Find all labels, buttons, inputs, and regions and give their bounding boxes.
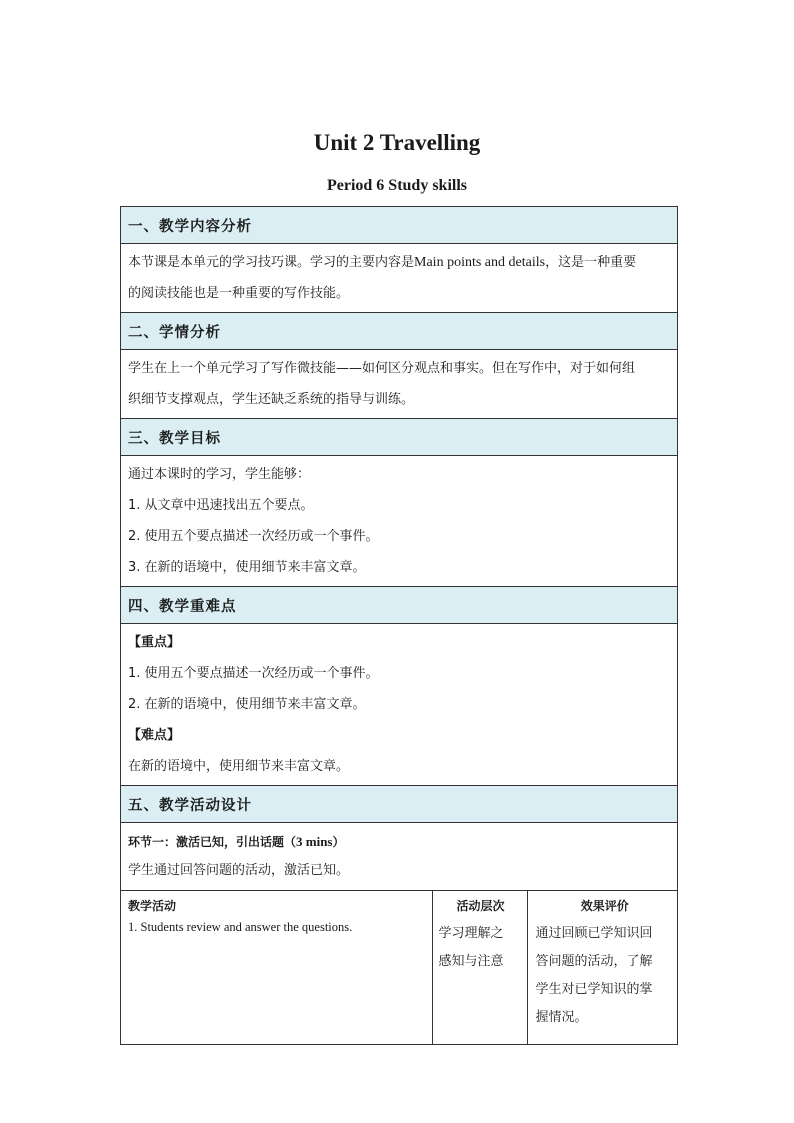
section-header-row xyxy=(121,313,678,350)
activity-table-row xyxy=(121,891,678,1045)
lesson-plan-table xyxy=(120,206,678,1045)
evaluation-header: 效果评价 xyxy=(580,899,629,913)
section-header-objectives: 三、教学目标 xyxy=(121,419,678,456)
objective-item: 2. 使用五个要点描述一次经历或一个事件。 xyxy=(128,529,379,544)
text-span: ） xyxy=(332,835,345,849)
text-line: 答问题的活动，了解 xyxy=(535,954,653,969)
section-header-key-difficult-points: 四、教学重难点 xyxy=(121,587,678,624)
objective-item: 1. 从文章中迅速找出五个要点。 xyxy=(128,498,314,513)
section-header-row xyxy=(121,786,678,823)
section-body-row xyxy=(121,244,678,313)
document-subtitle: Period 6 Study skills xyxy=(326,177,468,194)
evaluation-column xyxy=(527,891,678,1044)
section-body-row xyxy=(121,624,678,786)
key-points-label: 【重点】 xyxy=(128,635,181,650)
text-line: 的阅读技能也是一种重要的写作技能。 xyxy=(128,286,350,301)
activity-table-cell xyxy=(121,891,678,1045)
text-line xyxy=(128,247,670,278)
activity-level-header: 活动层次 xyxy=(456,899,505,913)
section-body-learner-analysis xyxy=(121,350,678,419)
section-header-row xyxy=(121,207,678,244)
text-line: 通过回顾已学知识回 xyxy=(535,926,653,941)
section-header-content-analysis: 一、教学内容分析 xyxy=(121,207,678,244)
activity-column xyxy=(121,891,432,1044)
difficult-points-label: 【难点】 xyxy=(128,728,181,743)
text-span: ，这是一种重要 xyxy=(545,255,637,270)
difficult-point-text: 在新的语境中，使用细节来丰富文章。 xyxy=(128,759,350,774)
text-span: 本节课是本单元的学习技巧课。学习的主要内容是 xyxy=(128,255,415,270)
activity-level-text xyxy=(439,920,523,976)
activity-column-header: 教学活动 xyxy=(128,899,177,913)
section-header-activity-design: 五、教学活动设计 xyxy=(121,786,678,823)
section-body-objectives xyxy=(121,456,678,587)
section-body-row xyxy=(121,823,678,891)
text-line: 感知与注意 xyxy=(438,954,504,969)
key-point-item: 2. 在新的语境中，使用细节来丰富文章。 xyxy=(128,697,366,712)
text-span: 环节一：激活已知，引出话题（ xyxy=(128,835,297,849)
text-line: 织细节支撑观点，学生还缺乏系统的指导与训练。 xyxy=(128,392,415,407)
english-term: Main points and details xyxy=(414,255,546,270)
section-body-row xyxy=(121,456,678,587)
stage-duration: 3 mins xyxy=(296,834,333,849)
stage-title xyxy=(128,828,670,856)
key-point-item: 1. 使用五个要点描述一次经历或一个事件。 xyxy=(128,666,379,681)
section-body-content-analysis xyxy=(121,244,678,313)
text-line: 学生在上一个单元学习了写作微技能——如何区分观点和事实。但在写作中，对于如何组 xyxy=(128,361,636,376)
stage-description: 学生通过回答问题的活动，激活已知。 xyxy=(128,863,350,878)
text-line: 学生对已学知识的掌 xyxy=(535,982,653,997)
section-header-row xyxy=(121,419,678,456)
evaluation-text xyxy=(536,920,675,1032)
section-header-row xyxy=(121,587,678,624)
objectives-intro: 通过本课时的学习，学生能够： xyxy=(128,467,311,482)
objective-item: 3. 在新的语境中，使用细节来丰富文章。 xyxy=(128,560,366,575)
text-line: 握情况。 xyxy=(535,1010,588,1025)
section-body-row xyxy=(121,350,678,419)
section-body-key-difficult-points xyxy=(121,624,678,786)
activity-level-column xyxy=(432,891,527,1044)
activity-table xyxy=(121,891,678,1044)
document-title: Unit 2 Travelling xyxy=(313,130,481,155)
section-header-learner-analysis: 二、学情分析 xyxy=(121,313,678,350)
stage-one-cell xyxy=(121,823,678,891)
activity-table-body xyxy=(121,891,678,1044)
activity-text: 1. Students review and answer the questions. xyxy=(128,920,353,934)
text-line: 学习理解之 xyxy=(438,926,504,941)
